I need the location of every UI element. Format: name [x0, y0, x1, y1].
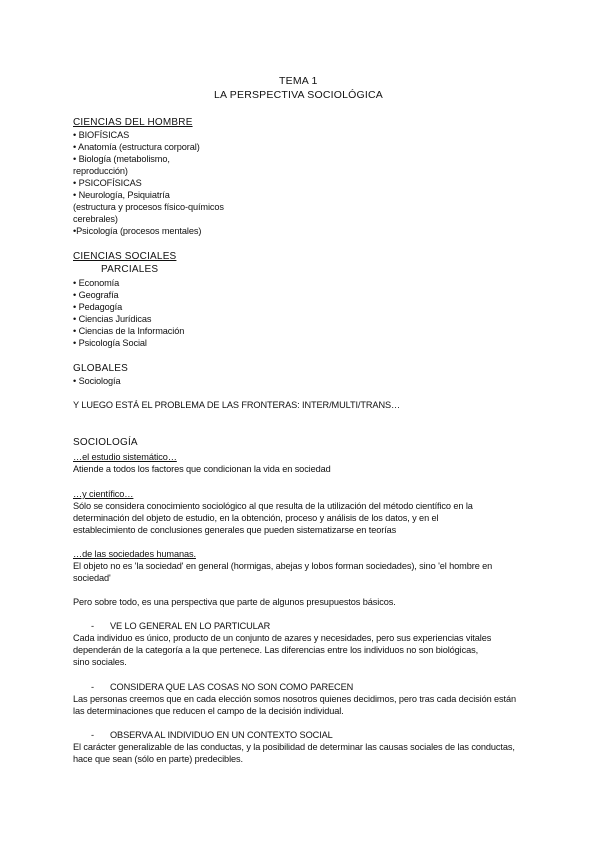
- paragraph-line: determinación del objeto de estudio, en la obtención, proceso y análisis de los datos, y en el: [73, 513, 439, 523]
- dash-bullet: -: [91, 621, 95, 631]
- dash-bullet: -: [91, 730, 95, 740]
- paragraph-line: hace que sean (sólo en parte) predecibles.: [73, 754, 243, 764]
- paragraph-line: El carácter generalizable de las conductas, y la posibilidad de determinar las causas sociales de las conductas,: [73, 742, 515, 752]
- subheading-parciales: PARCIALES: [101, 264, 159, 275]
- list-item: • PSICOFÍSICAS: [73, 178, 142, 188]
- paragraph-line: las determinaciones que reducen el campo de la decisión individual.: [73, 706, 344, 716]
- paragraph-line: establecimiento de conclusiones generales que pueden sistematizarse en teorías: [73, 525, 397, 535]
- list-item: (estructura y procesos físico-químicos: [73, 202, 224, 212]
- list-item: • Ciencias Jurídicas: [73, 314, 152, 324]
- doc-title-line1: TEMA 1: [279, 75, 318, 87]
- presupuesto-heading: CONSIDERA QUE LAS COSAS NO SON COMO PARECEN: [110, 682, 354, 692]
- list-item: • Psicología Social: [73, 338, 147, 348]
- list-item: cerebrales): [73, 214, 118, 224]
- presupuesto-heading: VE LO GENERAL EN LO PARTICULAR: [110, 621, 271, 631]
- fronteras-line: Y LUEGO ESTÁ EL PROBLEMA DE LAS FRONTERAS: INTER/MULTI/TRANS…: [73, 400, 401, 410]
- doc-title-line2: LA PERSPECTIVA SOCIOLÓGICA: [214, 89, 383, 101]
- sociologia-label-cientifico: …y científico…: [73, 489, 134, 499]
- heading-ciencias-sociales: CIENCIAS SOCIALES: [73, 251, 177, 262]
- heading-sociologia: SOCIOLOGÍA: [73, 437, 138, 448]
- paragraph-line: sino sociales.: [73, 657, 127, 667]
- list-item: • BIOFÍSICAS: [73, 130, 130, 140]
- sociologia-label-sistematico: …el estudio sistemático…: [73, 452, 177, 462]
- paragraph-line: El objeto no es 'la sociedad' en general (hormigas, abejas y lobos forman sociedades), sino 'el hombre en: [73, 561, 493, 571]
- paragraph-line: Atiende a todos los factores que condicionan la vida en sociedad: [73, 464, 331, 474]
- paragraph-line: sociedad': [73, 573, 111, 583]
- list-item: • Neurología, Psiquiatría: [73, 190, 170, 200]
- paragraph-line: Cada individuo es único, producto de un conjunto de azares y necesidades, pero sus experiencias vitales: [73, 633, 492, 643]
- heading-ciencias-hombre: CIENCIAS DEL HOMBRE: [73, 117, 193, 128]
- sociologia-label-sociedades: …de las sociedades humanas.: [73, 549, 196, 559]
- presupuesto-heading: OBSERVA AL INDIVIDUO EN UN CONTEXTO SOCIAL: [110, 730, 333, 740]
- list-item: • Economía: [73, 278, 120, 288]
- list-item: •Psicología (procesos mentales): [73, 226, 202, 236]
- dash-bullet: -: [91, 682, 95, 692]
- list-item: • Ciencias de la Información: [73, 326, 185, 336]
- paragraph-line: Sólo se considera conocimiento sociológico al que resulta de la utilización del método científico en la: [73, 501, 473, 511]
- list-item: reproducción): [73, 166, 128, 176]
- list-item: • Geografía: [73, 290, 119, 300]
- paragraph-line: dependerán de la categoría a la que pertenece. Las diferencias entre los individuos no son biológicas,: [73, 645, 479, 655]
- paragraph-line: Las personas creemos que en cada elección somos nosotros quienes decidimos, pero tras cada decisión están: [73, 694, 517, 704]
- paragraph-line: Pero sobre todo, es una perspectiva que parte de algunos presupuestos básicos.: [73, 597, 396, 607]
- list-item: • Pedagogía: [73, 302, 123, 312]
- list-item: • Anatomía (estructura corporal): [73, 142, 200, 152]
- list-item: • Biología (metabolismo,: [73, 154, 170, 164]
- list-item: • Sociología: [73, 376, 121, 386]
- heading-globales: GLOBALES: [73, 363, 128, 374]
